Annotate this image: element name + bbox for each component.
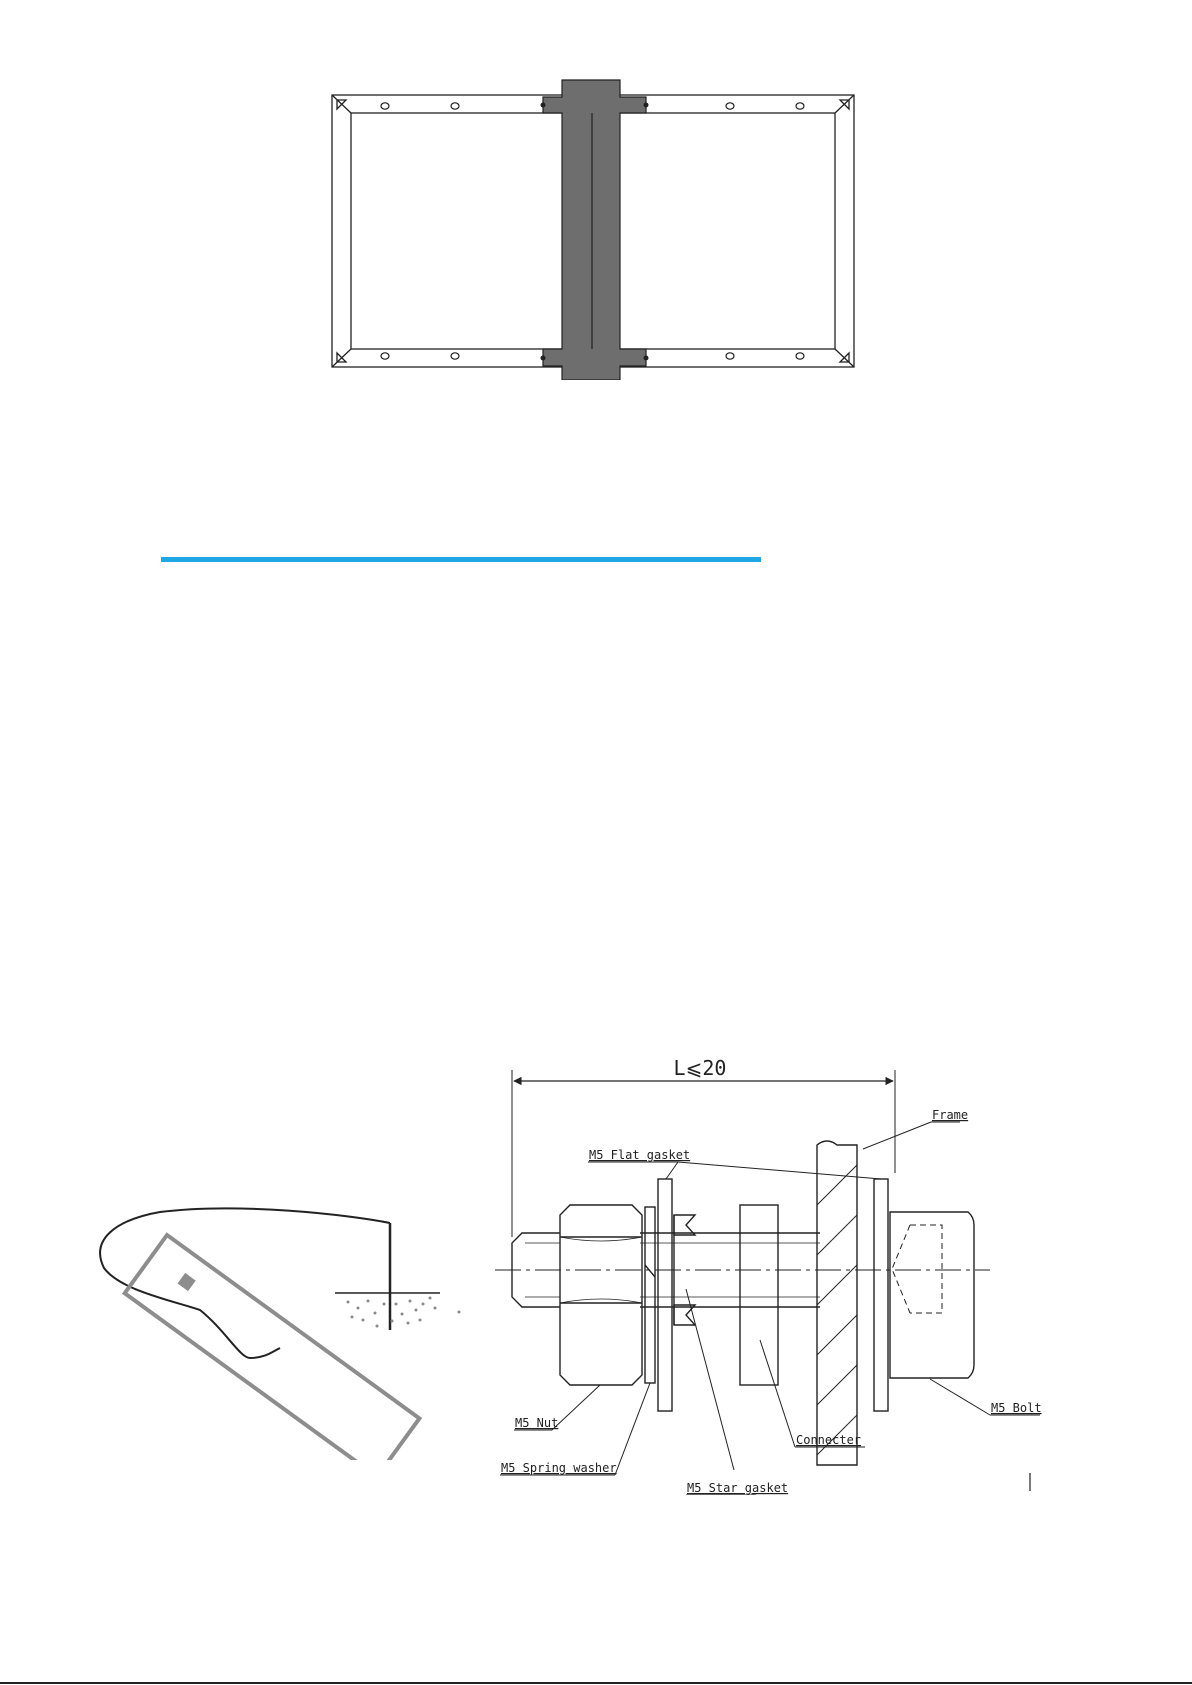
mounting-hole (381, 353, 389, 359)
label-bolt: M5 Bolt (991, 1401, 1042, 1415)
label-flat-gasket: M5 Flat gasket (589, 1148, 691, 1162)
m5-flat-gasket-right (874, 1179, 888, 1411)
label-star-gasket: M5 Star gasket (687, 1481, 789, 1495)
center-bracket (543, 80, 646, 380)
mounting-hole (796, 103, 804, 109)
grounding-sketch (90, 1180, 480, 1460)
mounting-hole (726, 353, 734, 359)
connecter (740, 1205, 778, 1385)
ground-cable (100, 1208, 390, 1358)
mounting-hole (451, 103, 459, 109)
ground-plate (125, 1235, 420, 1460)
bolt-assembly-diagram (490, 1045, 1050, 1495)
label-spring-washer: M5 Spring washer (501, 1461, 617, 1475)
mounting-hole (796, 353, 804, 359)
frame-section (817, 1141, 857, 1465)
soil-dots (347, 1297, 461, 1328)
section-divider-rule (161, 557, 761, 562)
page-bottom-rule (0, 1682, 1192, 1684)
mounting-hole (451, 353, 459, 359)
label-nut: M5 Nut (515, 1416, 559, 1430)
mounting-hole (381, 103, 389, 109)
m5-nut (560, 1205, 642, 1385)
dimension-label: L⩽20 (673, 1056, 727, 1080)
module-frame-diagram (320, 70, 860, 380)
mounting-hole (726, 103, 734, 109)
label-connecter: Connecter (796, 1433, 862, 1447)
m5-flat-gasket-left (658, 1179, 672, 1411)
label-frame: Frame (932, 1108, 969, 1122)
